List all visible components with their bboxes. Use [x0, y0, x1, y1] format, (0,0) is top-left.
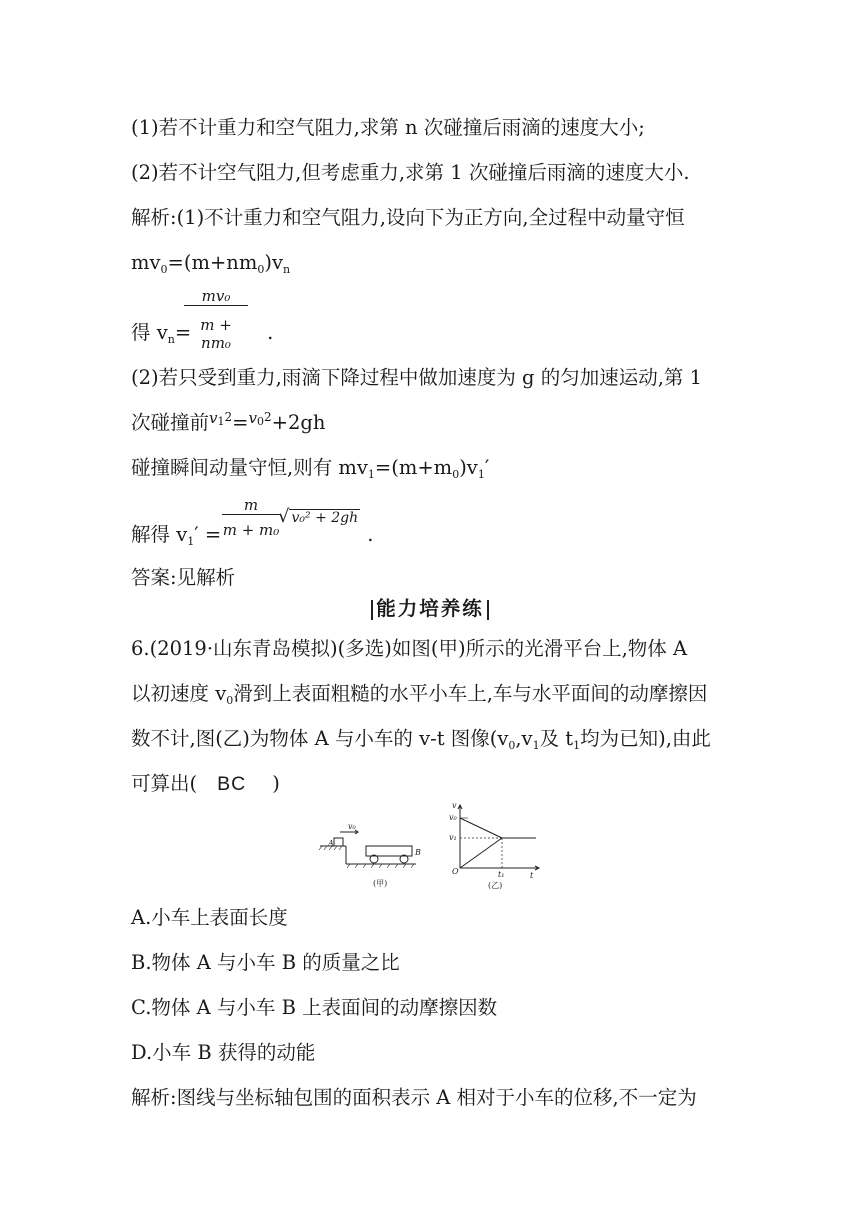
solution-part-2: (2)若只受到重力,雨滴下降过程中做加速度为 g 的匀加速运动,第 1 [131, 366, 703, 389]
option-b: B.物体 A 与小车 B 的质量之比 [131, 951, 400, 974]
caption-jia: (甲) [373, 879, 388, 888]
question-6-line-1: 6.(2019·山东青岛模拟)(多选)如图(甲)所示的光滑平台上,物体 A [131, 637, 688, 660]
question-6-line-3: 数不计,图(乙)为物体 A 与小车的 v-t 图像($v_0,v_1$及 $t_1$均为已知),由此 [131, 727, 711, 752]
physics-figure [318, 802, 542, 894]
answer-choice: BC [217, 773, 247, 795]
question-part-1: (1)若不计重力和空气阻力,求第 n 次碰撞后雨滴的速度大小; [131, 116, 645, 139]
option-d: D.小车 B 获得的动能 [131, 1041, 316, 1064]
block-A [334, 838, 343, 846]
result-v1-prime: 解得 $v_1'$ = . [131, 523, 374, 548]
line-A [460, 818, 502, 838]
kinematics-equation: 次碰撞前$^{v12}$=$^{v02}$+2gh [131, 409, 326, 434]
platform-cart-diagram [319, 830, 416, 868]
question-part-2: (2)若不计空气阻力,但考虑重力,求第 1 次碰撞后雨滴的速度大小. [131, 161, 690, 184]
vt-graph [458, 805, 539, 870]
momentum-equation-1: $mv_0=(m+nm_0)v_n$ [131, 251, 291, 276]
figure-v0-label: v₀ [348, 822, 356, 831]
line-B [460, 838, 502, 868]
axis-v-label: v [452, 802, 457, 810]
tick-t1: t₁ [498, 870, 505, 879]
figure-label-A: A [328, 839, 334, 848]
fraction-vn: mv₀ m + nm₀ [184, 287, 248, 342]
section-heading: 能力培养练 [0, 596, 860, 622]
origin-label: O [452, 867, 459, 876]
sqrt-expression: √ v₀² + 2gh [278, 506, 359, 527]
cart-B [366, 846, 412, 856]
axis-t-label: t [530, 871, 534, 880]
collision-momentum: 碰撞瞬间动量守恒,则有 $mv_1=(m+m_0)v_1'$ [131, 456, 490, 481]
option-c: C.物体 A 与小车 B 上表面间的动摩擦因数 [131, 996, 498, 1019]
question-6-line-2: 以初速度 $v_0$滑到上表面粗糙的水平小车上,车与水平面间的动摩擦因 [131, 682, 708, 707]
caption-yi: (乙) [488, 881, 503, 890]
result-vn: 得 $v_n=$ . [131, 321, 274, 346]
question-6-line-4: 可算出( BC ) [131, 772, 280, 795]
figure-label-B: B [415, 848, 421, 857]
answer-line: 答案:见解析 [131, 566, 236, 589]
fraction-v1: m m + m₀ [222, 496, 280, 539]
solution-intro: 解析:(1)不计重力和空气阻力,设向下为正方向,全过程中动量守恒 [131, 206, 685, 229]
tick-v1: v₁ [449, 833, 457, 842]
solution-6-line-1: 解析:图线与坐标轴包围的面积表示 A 相对于小车的位移,不一定为 [131, 1086, 697, 1109]
option-a: A.小车上表面长度 [131, 906, 288, 929]
tick-v0: v₀ [449, 813, 457, 822]
